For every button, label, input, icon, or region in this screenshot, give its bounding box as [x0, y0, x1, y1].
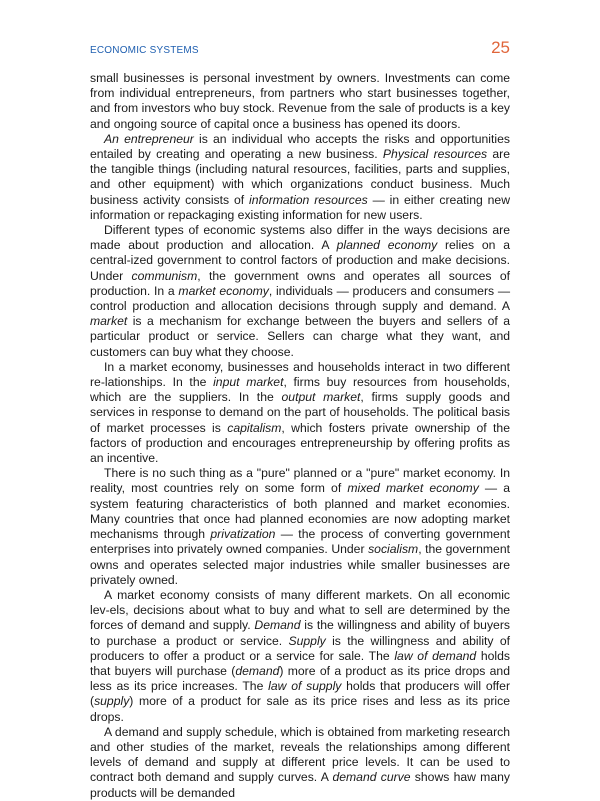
text-run: small businesses is personal investment by owners. Investments can come from individual entrepreneurs, from partners who start businesses together, and from investors who buy stock. Revenue from the sale of products is a key and ongoing source of capital once a business has opened its doors. [90, 71, 510, 131]
text-run: relies on a central-ized government to control factors of production and make decisions. Under [90, 238, 510, 283]
paragraph [90, 71, 510, 132]
italic-term: communism [131, 268, 198, 283]
italic-term: Physical resources [382, 147, 488, 162]
italic-term: output market [281, 390, 361, 405]
italic-term: supply [94, 694, 130, 709]
text-run: ) more of a product for sale as its price rises and less as its price drops. [90, 694, 510, 724]
italic-term: mixed market economy [347, 481, 479, 496]
italic-term: law of demand [394, 648, 477, 663]
italic-term: Demand [254, 618, 301, 633]
text-run: — a system featuring characteristics of both planned and market economies. Many countries that once had planned economies are now adopting market mechanisms through [90, 481, 510, 542]
text-run: shows haw many products will be demanded [90, 770, 510, 800]
page-header [90, 38, 510, 62]
paragraph [90, 223, 510, 360]
italic-term: law of supply [268, 679, 342, 694]
italic-term: planned economy [336, 238, 438, 253]
text-run: There is no such thing as a "pure" planned or a "pure" market economy. In reality, most countries rely on some form of [90, 466, 510, 496]
text-run: , firms buy resources from households, which are the suppliers. In the [90, 375, 510, 405]
paragraph [90, 360, 510, 466]
italic-term: input market [213, 375, 284, 390]
italic-term: market [90, 314, 128, 329]
text-run: ) more of a product as its price drops and less as its price increases. The [90, 663, 510, 694]
text-run: In a market economy, businesses and households interact in two different re-lationships. In the [90, 359, 510, 390]
italic-term: An entrepreneur [104, 131, 194, 146]
text-run: is the willingness and ability of buyers to purchase a product or service. [90, 618, 510, 648]
italic-term: capitalism [227, 420, 282, 435]
text-run: , the government owns and operates all sources of production. In a [90, 268, 510, 298]
paragraph [90, 588, 510, 725]
text-run: Different types of economic systems also differ in the ways decisions are made about production and allocation. A [90, 223, 510, 253]
paragraph [90, 466, 510, 588]
text-run: — the process of converting government enterprises into privately owned companies. Under [90, 527, 510, 557]
text-run: is the willingness and ability of producers to offer a product or a service for sale. The [90, 633, 511, 663]
paragraph [90, 725, 510, 801]
italic-term: Supply [288, 633, 326, 648]
text-run: is an individual who accepts the risks and opportunities entailed by creating and operating a new business. [90, 131, 510, 162]
italic-term: socialism [368, 542, 419, 557]
text-run: holds that buyers will purchase ( [90, 648, 510, 678]
text-run: A demand and supply schedule, which is obtained from marketing research and other studies of the market, reveals the relationships among different levels of demand and supply at different price levels. It can be used to contract both demand and supply curves. A [90, 724, 510, 785]
text-run: is a mechanism for exchange between the buyers and sellers of a particular product or service. Sellers can charge what they want, and customers can buy what they choose. [90, 314, 510, 359]
body-text [90, 71, 510, 801]
text-run: — in either creating new information or repackaging existing information for new users. [90, 192, 510, 222]
paragraph [90, 132, 510, 223]
text-run: holds that producers will offer ( [90, 679, 511, 709]
italic-term: information resources [249, 192, 368, 207]
text-run: , the government owns and operates selected major industries while smaller businesses are privately owned. [90, 542, 510, 587]
text-run: , which fosters private ownership of the factors of production and encourages entrepreneurship by offering profits as an incentive. [90, 420, 510, 466]
italic-term: privatization [210, 527, 276, 542]
text-run: are the tangible things (including natural resources, facilities, parts and supplies, and other equipment) with which organizations conduct business. Much business activity consists of [90, 147, 510, 207]
text-run: , firms supply goods and services in response to demand on the part of households. The political basis of market processes is [90, 390, 510, 435]
italic-term: demand curve [332, 770, 411, 785]
italic-term: demand [235, 663, 280, 678]
text-run: A market economy consists of many different markets. On all economic lev-els, decisions about what to buy and what to sell are determined by the forces of demand and supply. [90, 587, 510, 633]
running-head: ECONOMIC SYSTEMS [90, 45, 199, 56]
text-run: , individuals — producers and consumers — control production and allocation decisions through supply and demand. A [90, 283, 511, 314]
italic-term: market economy [178, 283, 269, 298]
page-number: 25 [491, 38, 510, 57]
